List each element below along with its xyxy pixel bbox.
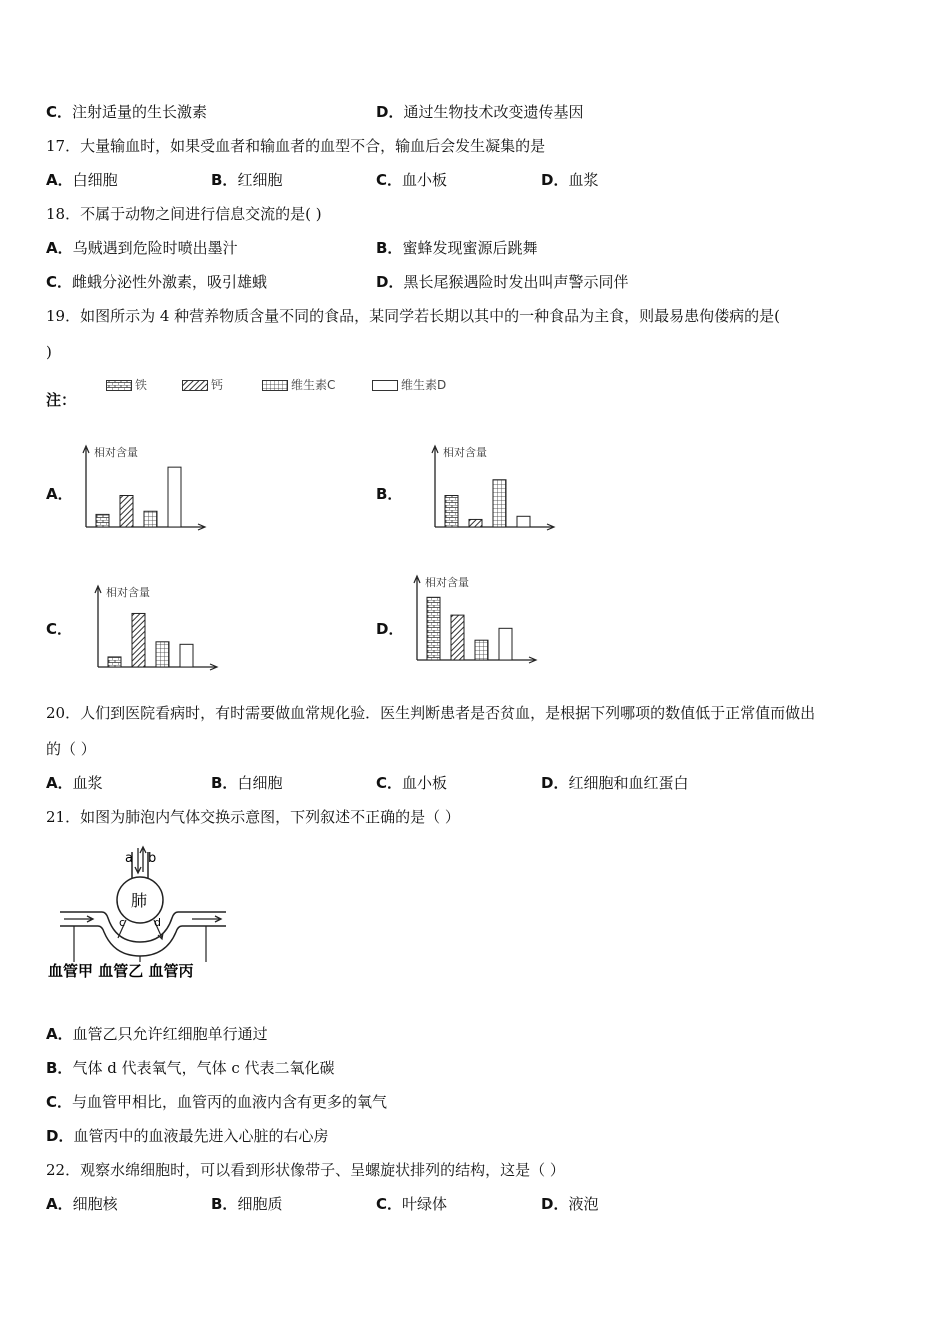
- q22-option-a[interactable]: [46, 1194, 118, 1214]
- option-text: 血小板: [402, 171, 448, 189]
- legend-label: 维生素D: [401, 378, 447, 392]
- q20-stem-line2: 的（ ）: [46, 740, 96, 758]
- option-text: 白细胞: [237, 774, 283, 792]
- q19-option-c-label[interactable]: C．: [46, 620, 73, 638]
- option-label: D．: [541, 1195, 569, 1213]
- option-text: 血小板: [402, 774, 448, 792]
- label-a: a: [125, 851, 133, 866]
- legend-item: [372, 376, 446, 393]
- option-label: C．: [46, 273, 73, 291]
- q18-stem: 18．不属于动物之间进行信息交流的是( ): [46, 205, 322, 223]
- option-text: 通过生物技术改变遗传基因: [403, 103, 584, 121]
- option-label: A．: [46, 171, 73, 189]
- legend-label: 铁: [135, 378, 148, 392]
- option-label: B．: [211, 1195, 238, 1213]
- bar-vitamin-c: [493, 480, 506, 527]
- q17-option-a[interactable]: [46, 170, 118, 190]
- option-text: 蜜蜂发现蜜源后跳舞: [402, 239, 538, 257]
- q19-chart-c: [88, 580, 228, 675]
- grid-pattern-icon: [262, 380, 288, 391]
- vessel-lower-wall: [60, 926, 226, 956]
- q22-option-b[interactable]: [211, 1194, 282, 1214]
- q20-option-b[interactable]: [211, 773, 282, 793]
- q21-option-d[interactable]: [46, 1126, 328, 1146]
- option-text: 与血管甲相比，血管丙的血液内含有更多的氧气: [72, 1093, 388, 1111]
- bar-vitamin-d: [499, 628, 512, 660]
- q19-chart-b: [425, 440, 565, 535]
- option-text: 注射适量的生长激素: [72, 103, 208, 121]
- option-text: 血管乙只允许红细胞单行通过: [72, 1025, 268, 1043]
- option-text: 血浆: [568, 171, 599, 189]
- airway-tube: [132, 852, 148, 878]
- y-axis-label: 相对含量: [425, 576, 469, 589]
- option-text: 黑长尾猴遇险时发出叫声警示同伴: [403, 273, 629, 291]
- q21-option-a[interactable]: [46, 1024, 268, 1044]
- label-organ: 肺: [131, 891, 148, 910]
- option-text: 乌贼遇到危险时喷出墨汁: [72, 239, 238, 257]
- q22-stem: 22．观察水绵细胞时，可以看到形状像带子、呈螺旋状排列的结构，这是（ ）: [46, 1161, 565, 1179]
- hatch-pattern-icon: [182, 380, 208, 391]
- option-label: D．: [46, 1127, 74, 1145]
- y-axis-label: 相对含量: [106, 586, 150, 599]
- q20-stem-line1: 20．人们到医院看病时，有时需要做血常规化验．医生判断患者是否贫血，是根据下列哪项的数值低于正常值而做出: [46, 704, 816, 722]
- legend-item: [106, 376, 147, 393]
- q18-option-d[interactable]: [376, 272, 628, 292]
- q17-option-c[interactable]: [376, 170, 447, 190]
- q20-option-c[interactable]: [376, 773, 447, 793]
- bar-calcium: [120, 496, 133, 528]
- option-text: 细胞核: [72, 1195, 118, 1213]
- q19-option-d-label[interactable]: D．: [376, 620, 404, 638]
- q19-note-label: 注：: [46, 391, 77, 409]
- q21-option-c[interactable]: [46, 1092, 387, 1112]
- option-text: 液泡: [568, 1195, 599, 1213]
- legend-item: [182, 376, 223, 393]
- q22-option-d[interactable]: [541, 1194, 598, 1214]
- q18-option-b[interactable]: [376, 238, 537, 258]
- bar-iron: [96, 514, 109, 527]
- bar-vitamin-c: [144, 511, 157, 527]
- label-vessels: 血管甲 血管乙 血管丙: [48, 962, 194, 980]
- option-label: C．: [46, 103, 73, 121]
- bar-vitamin-d: [517, 516, 530, 527]
- q18-option-a[interactable]: [46, 238, 238, 258]
- bar-vitamin-d: [168, 467, 181, 527]
- y-axis-label: 相对含量: [443, 446, 487, 459]
- bar-vitamin-d: [180, 644, 193, 667]
- label-c: c: [119, 916, 126, 929]
- q19-stem-line1: 19．如图所示为 4 种营养物质含量不同的食品，某同学若长期以其中的一种食品为主食，则最易患佝偻病的是(: [46, 307, 781, 325]
- brick-pattern-icon: [106, 380, 132, 391]
- option-label: C．: [376, 171, 403, 189]
- q20-option-d[interactable]: [541, 773, 688, 793]
- bar-calcium: [469, 519, 482, 527]
- bar-calcium: [132, 613, 145, 667]
- y-axis-label: 相对含量: [94, 446, 138, 459]
- option-text: 红细胞: [237, 171, 283, 189]
- option-label: D．: [376, 273, 404, 291]
- q19-chart-d: [407, 570, 547, 668]
- option-text: 雌蛾分泌性外激素，吸引雄蛾: [72, 273, 268, 291]
- option-text: 血浆: [72, 774, 103, 792]
- q18-option-c[interactable]: [46, 272, 267, 292]
- option-text: 气体 d 代表氧气，气体 c 代表二氧化碳: [72, 1059, 335, 1077]
- legend-label: 钙: [211, 378, 224, 392]
- option-text: 细胞质: [237, 1195, 283, 1213]
- bar-vitamin-c: [156, 642, 169, 667]
- option-label: D．: [376, 103, 404, 121]
- q19-option-a-label[interactable]: A．: [46, 485, 73, 503]
- q20-option-a[interactable]: [46, 773, 103, 793]
- bar-iron: [108, 657, 121, 667]
- legend-item: [262, 376, 335, 393]
- option-label: B．: [46, 1059, 73, 1077]
- option-label: A．: [46, 1195, 73, 1213]
- option-label: C．: [376, 774, 403, 792]
- q19-stem-line2: ): [46, 343, 52, 361]
- option-label: C．: [376, 1195, 403, 1213]
- option-text: 叶绿体: [402, 1195, 448, 1213]
- option-text: 白细胞: [72, 171, 118, 189]
- empty-pattern-icon: [372, 380, 398, 391]
- q21-stem: 21．如图为肺泡内气体交换示意图，下列叙述不正确的是（ ）: [46, 808, 460, 826]
- q19-option-b-label[interactable]: B．: [376, 485, 403, 503]
- option-label: D．: [541, 774, 569, 792]
- label-d: d: [154, 916, 161, 929]
- label-b: b: [148, 851, 157, 866]
- q21-option-b[interactable]: [46, 1058, 335, 1078]
- q19-chart-a: [76, 440, 216, 535]
- option-label: B．: [376, 239, 403, 257]
- legend-label: 维生素C: [291, 378, 336, 392]
- bar-vitamin-c: [475, 640, 488, 660]
- alveolus-gas-exchange-diagram: [46, 842, 246, 987]
- option-label: A．: [46, 239, 73, 257]
- option-label: B．: [211, 774, 238, 792]
- q17-option-d[interactable]: [541, 170, 598, 190]
- bar-iron: [445, 496, 458, 528]
- q17-stem: 17．大量输血时，如果受血者和输血者的血型不合，输血后会发生凝集的是: [46, 137, 546, 155]
- q16-option-d[interactable]: [376, 102, 583, 122]
- option-label: C．: [46, 1093, 73, 1111]
- option-label: D．: [541, 171, 569, 189]
- option-label: B．: [211, 171, 238, 189]
- bar-iron: [427, 597, 440, 660]
- option-text: 红细胞和血红蛋白: [568, 774, 689, 792]
- q22-option-c[interactable]: [376, 1194, 447, 1214]
- bar-calcium: [451, 615, 464, 660]
- option-label: A．: [46, 1025, 73, 1043]
- option-text: 血管丙中的血液最先进入心脏的右心房: [73, 1127, 329, 1145]
- option-label: A．: [46, 774, 73, 792]
- q17-option-b[interactable]: [211, 170, 282, 190]
- q16-option-c[interactable]: [46, 102, 207, 122]
